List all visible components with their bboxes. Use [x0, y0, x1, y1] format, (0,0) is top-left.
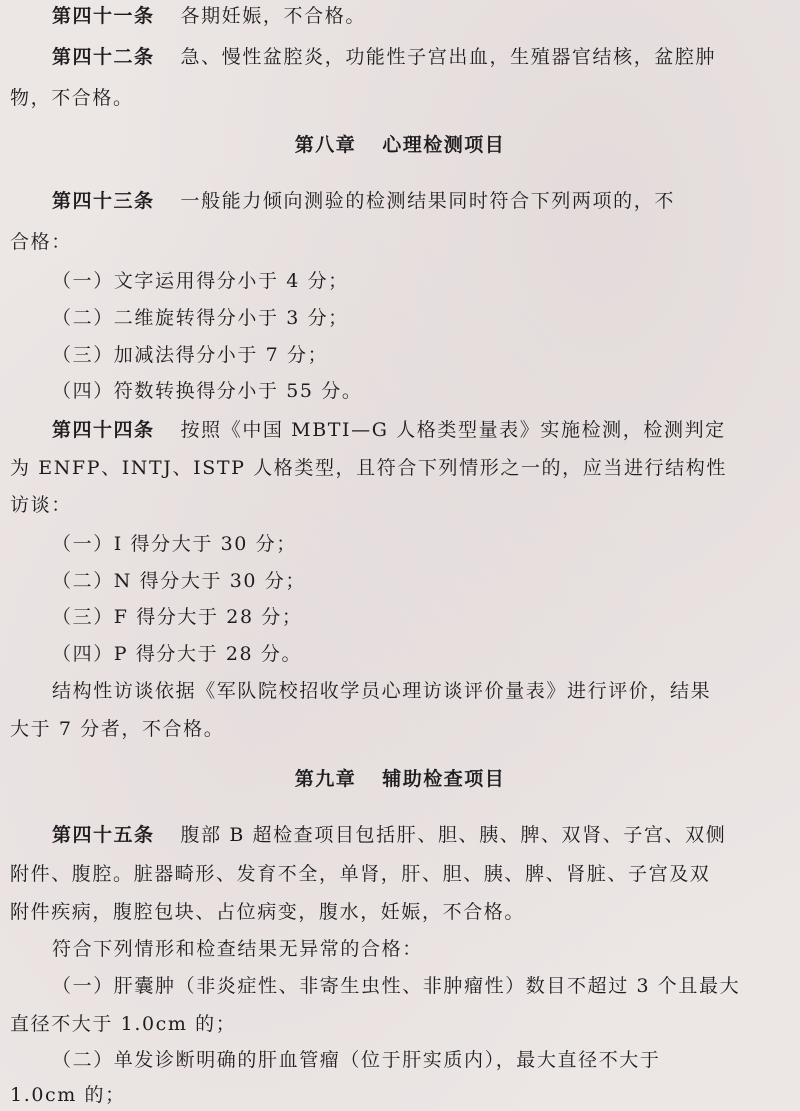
article-44-text-line2: 为 ENFP、INTJ、ISTP 人格类型，且符合下列情形之一的，应当进行结构性 — [10, 457, 727, 479]
article-44-item-3: （三）F 得分大于 28 分； — [52, 606, 303, 628]
article-41 — [0, 3, 800, 29]
article-44-item-2: （二）N 得分大于 30 分； — [52, 570, 306, 592]
article-44-text-line3: 访谈： — [10, 494, 72, 516]
article-44 — [0, 417, 800, 443]
article-45-item-1-line2: 直径不大于 1.0cm 的； — [10, 1013, 237, 1035]
article-45-text-line2: 附件、腹腔。脏器畸形、发育不全，单肾，肝、胆、胰、脾、肾脏、子宫及双 — [10, 863, 711, 885]
chapter-8-number: 第八章 — [294, 134, 357, 156]
article-42-text-line2: 物，不合格。 — [10, 87, 134, 109]
article-43-text-line1: 一般能力倾向测验的检测结果同时符合下列两项的，不 — [180, 190, 675, 212]
article-44-note-line2: 大于 7 分者，不合格。 — [10, 718, 225, 740]
article-44-item-1: （一）I 得分大于 30 分； — [52, 533, 297, 555]
article-42-label: 第四十二条 — [52, 46, 155, 68]
chapter-9-number: 第九章 — [294, 768, 357, 790]
article-45-item-1-line1: （一）肝囊肿（非炎症性、非寄生虫性、非肿瘤性）数目不超过 3 个且最大 — [52, 975, 741, 997]
article-43 — [0, 188, 800, 214]
article-43-text-line2: 合格： — [10, 231, 72, 253]
article-45-item-2-line1: （二）单发诊断明确的肝血管瘤（位于肝实质内），最大直径不大于 — [52, 1049, 661, 1071]
chapter-9-title: 辅助检查项目 — [382, 768, 506, 790]
article-41-text: 各期妊娠，不合格。 — [180, 5, 366, 27]
chapter-9-heading — [0, 766, 800, 792]
article-45-para2: 符合下列情形和检查结果无异常的合格： — [52, 938, 423, 960]
article-44-item-4: （四）P 得分大于 28 分。 — [52, 643, 303, 665]
article-43-item-1: （一）文字运用得分小于 4 分； — [52, 270, 349, 292]
article-43-item-4: （四）符数转换得分小于 55 分。 — [52, 380, 363, 402]
article-44-label: 第四十四条 — [52, 419, 155, 441]
article-44-note-line1: 结构性访谈依据《军队院校招收学员心理访谈评价量表》进行评价，结果 — [52, 680, 712, 702]
article-45 — [0, 822, 800, 848]
article-45-label: 第四十五条 — [52, 824, 155, 846]
article-45-text-line1: 腹部 B 超检查项目包括肝、胆、胰、脾、双肾、子宫、双侧 — [180, 824, 727, 846]
article-43-item-2: （二）二维旋转得分小于 3 分； — [52, 307, 349, 329]
article-43-label: 第四十三条 — [52, 190, 155, 212]
article-43-item-3: （三）加减法得分小于 7 分； — [52, 344, 329, 366]
article-45-text-line3: 附件疾病，腹腔包块、占位病变，腹水，妊娠，不合格。 — [10, 901, 526, 923]
article-44-text-line1: 按照《中国 MBTI—G 人格类型量表》实施检测，检测判定 — [180, 419, 726, 441]
article-45-item-2-line2: 1.0cm 的； — [10, 1084, 126, 1106]
chapter-8-title: 心理检测项目 — [382, 134, 506, 156]
article-42-text-line1: 急、慢性盆腔炎，功能性子宫出血，生殖器官结核，盆腔肿 — [180, 46, 717, 68]
article-41-label: 第四十一条 — [52, 5, 155, 27]
chapter-8-heading — [0, 132, 800, 158]
article-42 — [0, 44, 800, 70]
